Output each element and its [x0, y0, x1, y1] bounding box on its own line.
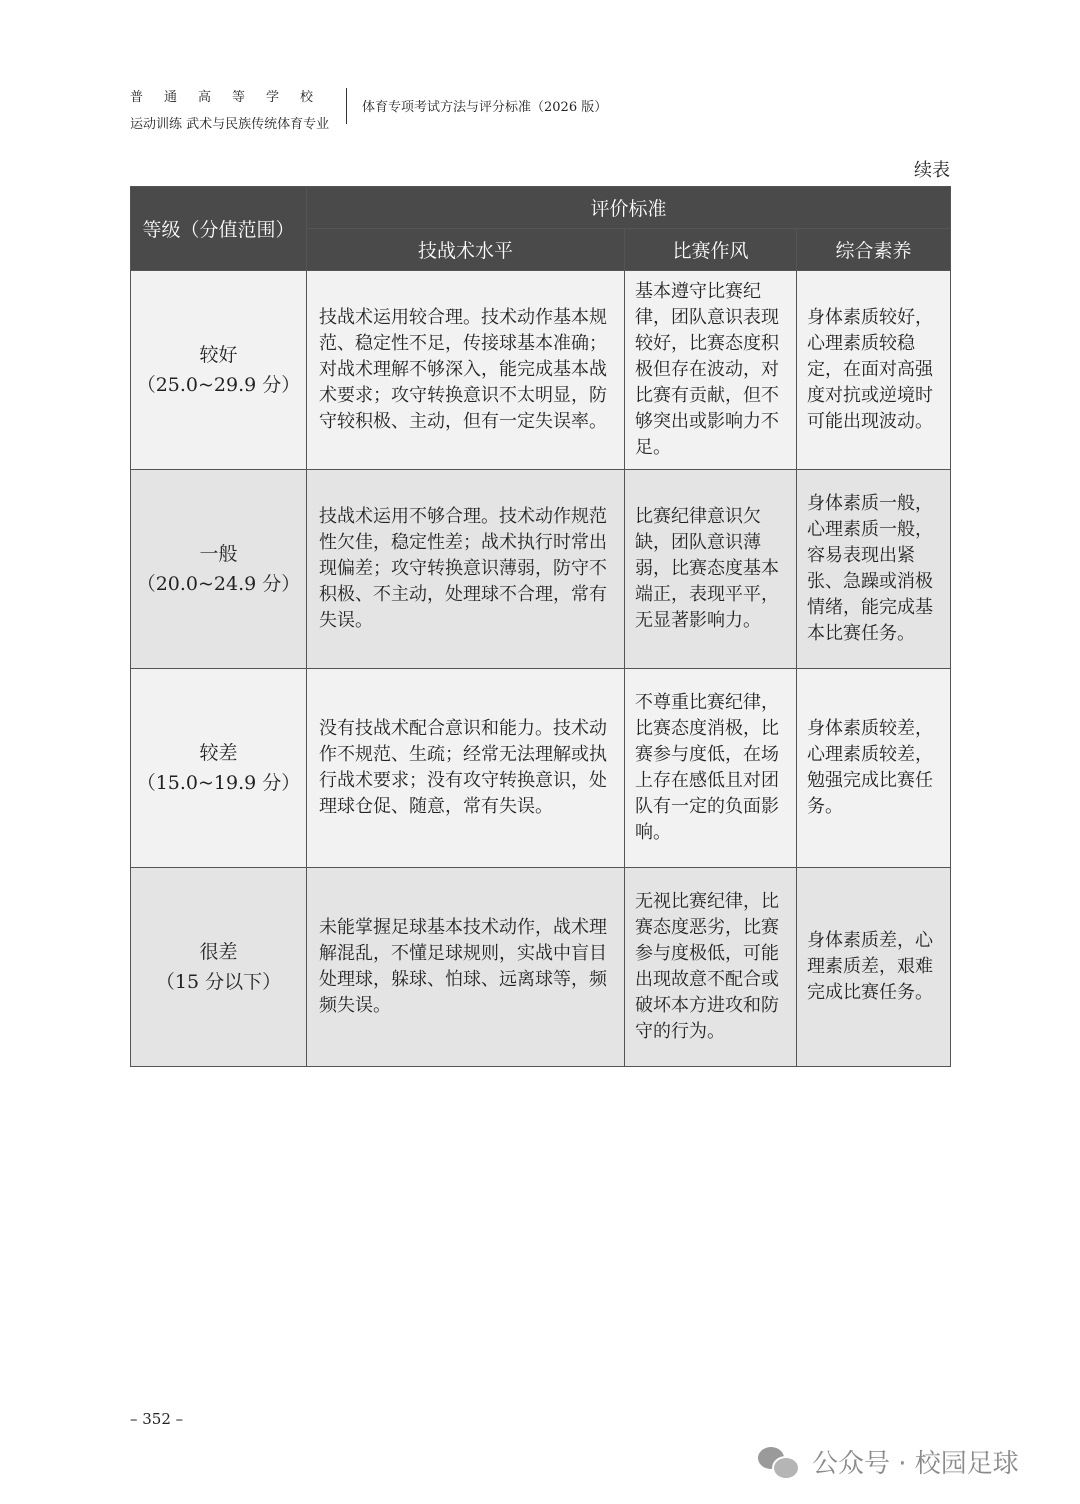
header-major: 运动训练 武术与民族传统体育专业 — [130, 117, 330, 132]
style-cell: 不尊重比赛纪律，比赛态度消极，比赛参与度低，在场上存在感低且对团队有一定的负面影响。 — [625, 669, 797, 868]
table-row — [131, 470, 951, 669]
style-cell: 基本遵守比赛纪律，团队意识表现较好，比赛态度积极但存在波动，对比赛有贡献，但不够突出或影响力不足。 — [625, 271, 797, 470]
grade-cell — [131, 271, 307, 470]
table-row — [131, 868, 951, 1067]
grade-label: 较好 — [199, 344, 238, 366]
grade-cell — [131, 868, 307, 1067]
watermark — [758, 1443, 1019, 1480]
tech-column-header: 技战术水平 — [307, 229, 625, 271]
tech-cell: 技战术运用较合理。技术动作基本规范、稳定性不足，传接球基本准确；对战术理解不够深入，能完成基本战术要求；攻守转换意识不太明显，防守较积极、主动，但有一定失误率。 — [307, 271, 625, 470]
quality-cell: 身体素质较好，心理素质较稳定，在面对高强度对抗或逆境时可能出现波动。 — [797, 271, 951, 470]
style-column-header: 比赛作风 — [625, 229, 797, 271]
grade-range: （15 分以下） — [155, 971, 282, 993]
header-divider — [346, 88, 347, 124]
grade-range: （15.0~19.9 分） — [136, 772, 301, 794]
grade-label: 很差 — [199, 941, 238, 963]
grade-column-header: 等级（分值范围） — [131, 187, 307, 271]
grade-range: （25.0~29.9 分） — [136, 374, 301, 396]
table-row — [131, 669, 951, 868]
continued-label: 续表 — [914, 160, 950, 181]
grade-cell — [131, 669, 307, 868]
criteria-group-header: 评价标准 — [307, 187, 951, 229]
wechat-icon — [758, 1445, 800, 1479]
header-book-title: 体育专项考试方法与评分标准（2026 版） — [362, 100, 608, 115]
quality-column-header: 综合素养 — [797, 229, 951, 271]
header-left — [130, 86, 335, 132]
grade-cell — [131, 470, 307, 669]
page-number: – 352 – — [130, 1410, 184, 1428]
watermark-text: 公众号 · 校园足球 — [812, 1449, 1019, 1479]
tech-cell: 没有技战术配合意识和能力。技术动作不规范、生疏；经常无法理解或执行战术要求；没有攻守转换意识，处理球仓促、随意，常有失误。 — [307, 669, 625, 868]
grade-label: 一般 — [199, 543, 238, 565]
header-school: 普通高等学校 — [130, 90, 335, 105]
style-cell: 无视比赛纪律，比赛态度恶劣，比赛参与度极低，可能出现故意不配合或破坏本方进攻和防守的行为。 — [625, 868, 797, 1067]
grade-range: （20.0~24.9 分） — [136, 573, 301, 595]
style-cell: 比赛纪律意识欠缺，团队意识薄弱，比赛态度基本端正，表现平平，无显著影响力。 — [625, 470, 797, 669]
quality-cell: 身体素质较差，心理素质较差，勉强完成比赛任务。 — [797, 669, 951, 868]
tech-cell: 未能掌握足球基本技术动作，战术理解混乱，不懂足球规则，实战中盲目处理球，躲球、怕球、远离球等，频频失误。 — [307, 868, 625, 1067]
tech-cell: 技战术运用不够合理。技术动作规范性欠佳，稳定性差；战术执行时常出现偏差；攻守转换意识薄弱，防守不积极、不主动，处理球不合理，常有失误。 — [307, 470, 625, 669]
quality-cell: 身体素质一般，心理素质一般，容易表现出紧张、急躁或消极情绪，能完成基本比赛任务。 — [797, 470, 951, 669]
grade-label: 较差 — [199, 742, 238, 764]
table-row — [131, 271, 951, 470]
evaluation-table — [130, 186, 951, 1067]
quality-cell: 身体素质差，心理素质差，艰难完成比赛任务。 — [797, 868, 951, 1067]
